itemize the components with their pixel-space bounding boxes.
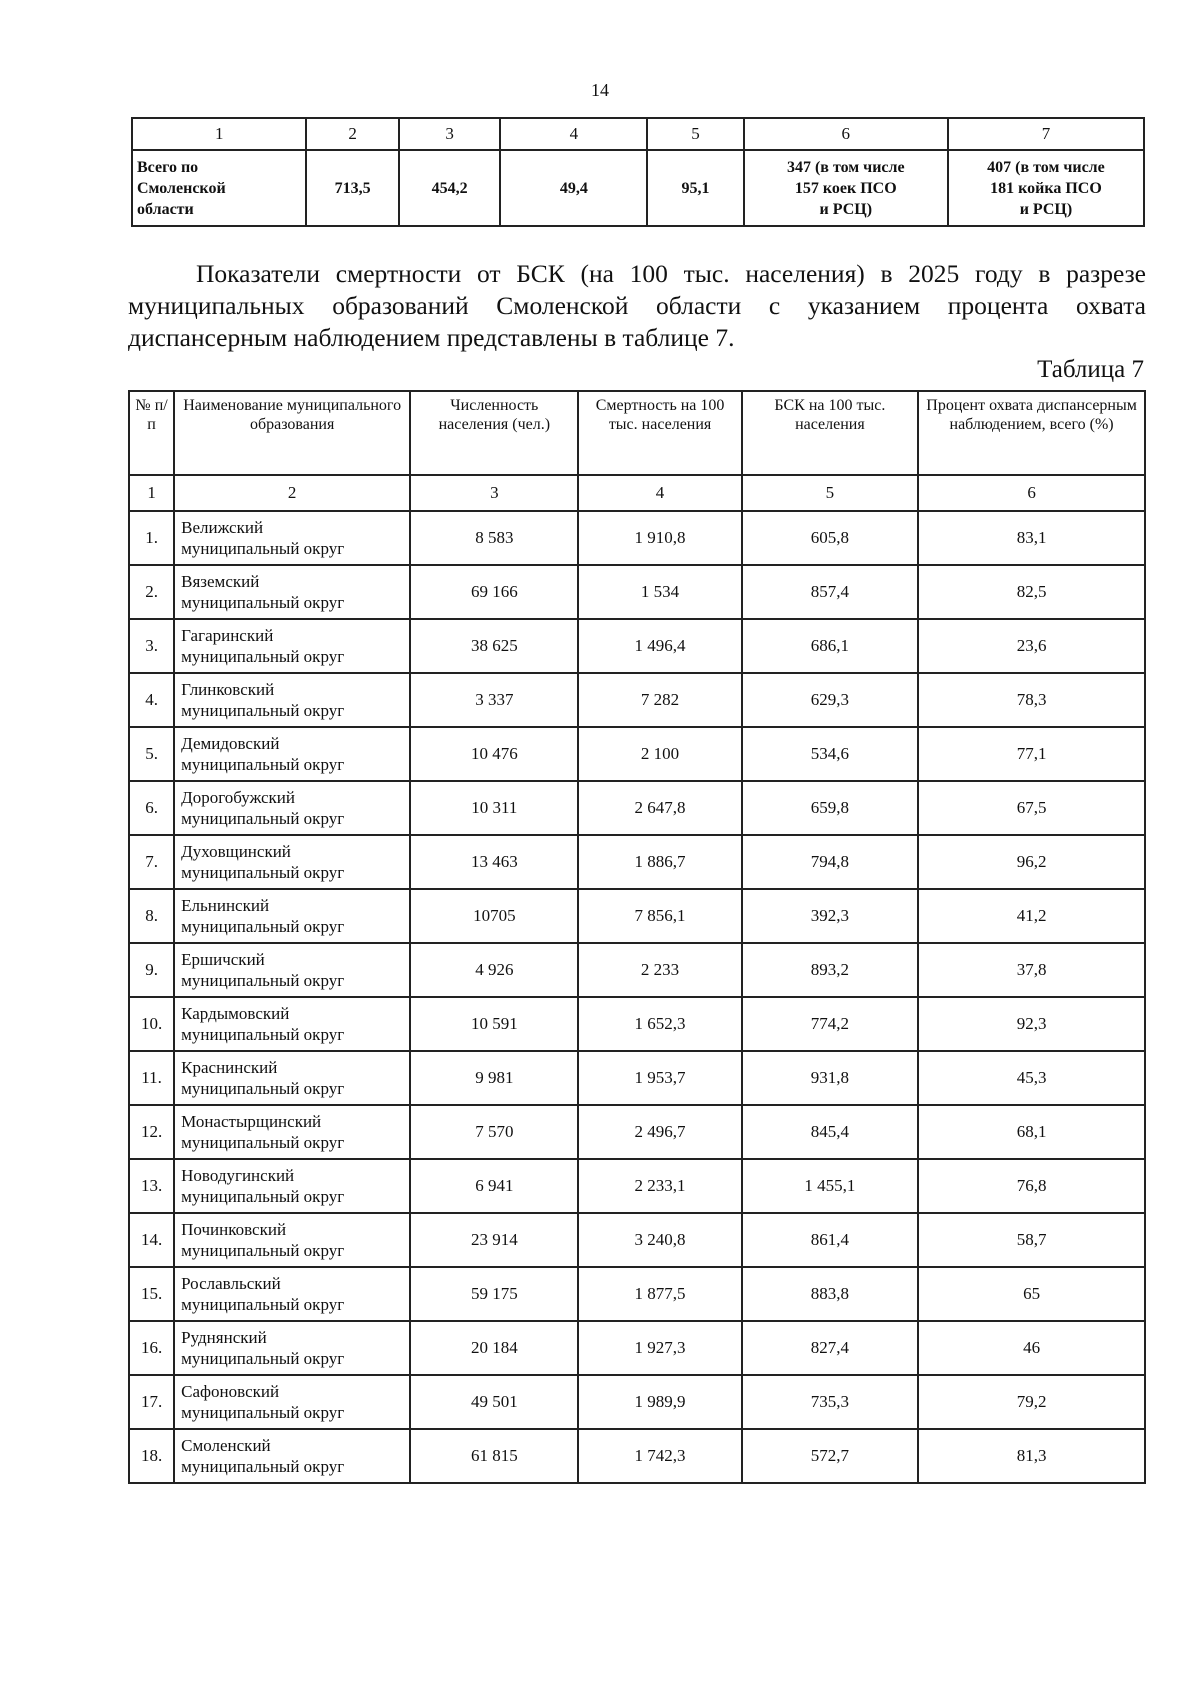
- bsk-cell: 827,4: [742, 1321, 919, 1375]
- municipality-name-line: Руднянский: [181, 1328, 267, 1347]
- row-number: 15.: [129, 1267, 174, 1321]
- column-number: 5: [742, 475, 919, 511]
- municipality-name: [174, 889, 410, 943]
- summary-label-line: Смоленской: [137, 179, 226, 197]
- municipality-name-line: Демидовский: [181, 734, 280, 753]
- coverage-cell: 77,1: [918, 727, 1145, 781]
- column-number: 6: [918, 475, 1145, 511]
- bsk-cell: 659,8: [742, 781, 919, 835]
- mortality-cell: 1 877,5: [578, 1267, 741, 1321]
- summary-table: [131, 117, 1145, 227]
- municipality-name: [174, 835, 410, 889]
- coverage-cell: 45,3: [918, 1051, 1145, 1105]
- summary-cell: 454,2: [399, 150, 501, 226]
- table-row: [129, 1375, 1145, 1429]
- population-cell: 10 476: [410, 727, 578, 781]
- mortality-cell: 1 989,9: [578, 1375, 741, 1429]
- municipality-name-line: муниципальный округ: [181, 1079, 345, 1098]
- bsk-cell: 861,4: [742, 1213, 919, 1267]
- coverage-cell: 68,1: [918, 1105, 1145, 1159]
- paragraph-line: диспансерным наблюдением представлены в таблице 7.: [128, 323, 735, 352]
- row-number: 2.: [129, 565, 174, 619]
- mortality-cell: 2 100: [578, 727, 741, 781]
- municipality-name-line: Ершичский: [181, 950, 265, 969]
- table-row: [129, 1213, 1145, 1267]
- summary-cell-beds-6: [744, 150, 948, 226]
- mortality-cell: 1 927,3: [578, 1321, 741, 1375]
- bsk-cell: 534,6: [742, 727, 919, 781]
- municipality-name: [174, 1105, 410, 1159]
- municipality-name-line: Духовщинский: [181, 842, 291, 861]
- header-number: № п/п: [129, 391, 174, 475]
- bsk-cell: 686,1: [742, 619, 919, 673]
- summary-cell: 49,4: [500, 150, 647, 226]
- population-cell: 6 941: [410, 1159, 578, 1213]
- row-number: 8.: [129, 889, 174, 943]
- table-row: [129, 889, 1145, 943]
- summary-label-line: области: [137, 200, 194, 218]
- coverage-cell: 78,3: [918, 673, 1145, 727]
- row-number: 13.: [129, 1159, 174, 1213]
- row-number: 14.: [129, 1213, 174, 1267]
- header-name: Наименование муниципального образования: [174, 391, 410, 475]
- row-number: 5.: [129, 727, 174, 781]
- population-cell: 13 463: [410, 835, 578, 889]
- bsk-cell: 774,2: [742, 997, 919, 1051]
- mortality-cell: 2 233: [578, 943, 741, 997]
- row-number: 18.: [129, 1429, 174, 1483]
- mortality-cell: 1 742,3: [578, 1429, 741, 1483]
- row-number: 11.: [129, 1051, 174, 1105]
- row-number: 17.: [129, 1375, 174, 1429]
- header-mortality: Смертность на 100 тыс. населения: [578, 391, 741, 475]
- bsk-cell: 605,8: [742, 511, 919, 565]
- summary-column-numbers: [132, 118, 1144, 150]
- population-cell: 61 815: [410, 1429, 578, 1483]
- table-row: [129, 1429, 1145, 1483]
- coverage-cell: 81,3: [918, 1429, 1145, 1483]
- summary-label-line: Всего по: [137, 158, 199, 176]
- page-number: 14: [591, 80, 609, 100]
- bsk-cell: 845,4: [742, 1105, 919, 1159]
- mortality-cell: 1 534: [578, 565, 741, 619]
- coverage-cell: 79,2: [918, 1375, 1145, 1429]
- municipality-name-line: Сафоновский: [181, 1382, 280, 1401]
- municipality-name-line: Глинковский: [181, 680, 275, 699]
- municipality-name-line: Рославльский: [181, 1274, 281, 1293]
- coverage-cell: 82,5: [918, 565, 1145, 619]
- municipality-name-line: муниципальный округ: [181, 1457, 345, 1476]
- summary-cell-line: и РСЦ): [1019, 200, 1073, 218]
- summary-col-number: 2: [306, 118, 398, 150]
- population-cell: 10 591: [410, 997, 578, 1051]
- population-cell: 3 337: [410, 673, 578, 727]
- coverage-cell: 46: [918, 1321, 1145, 1375]
- summary-cell-beds-7: [948, 150, 1144, 226]
- population-cell: 9 981: [410, 1051, 578, 1105]
- municipality-name-line: Починковский: [181, 1220, 287, 1239]
- table-row: [129, 1321, 1145, 1375]
- coverage-cell: 65: [918, 1267, 1145, 1321]
- municipality-name-line: муниципальный округ: [181, 1295, 345, 1314]
- municipality-name: [174, 943, 410, 997]
- municipality-name-line: Монастырщинский: [181, 1112, 322, 1131]
- population-cell: 59 175: [410, 1267, 578, 1321]
- municipality-name: [174, 1051, 410, 1105]
- summary-col-number: 4: [500, 118, 647, 150]
- municipality-name: [174, 565, 410, 619]
- population-cell: 4 926: [410, 943, 578, 997]
- coverage-cell: 96,2: [918, 835, 1145, 889]
- population-cell: 7 570: [410, 1105, 578, 1159]
- municipality-name: [174, 1159, 410, 1213]
- municipality-name: [174, 1429, 410, 1483]
- table-row: [129, 835, 1145, 889]
- row-number: 6.: [129, 781, 174, 835]
- municipality-name: [174, 781, 410, 835]
- table-row: [129, 1159, 1145, 1213]
- mortality-cell: 1 886,7: [578, 835, 741, 889]
- municipality-name: [174, 511, 410, 565]
- municipality-name-line: муниципальный округ: [181, 1133, 345, 1152]
- municipality-name-line: Дорогобужский: [181, 788, 296, 807]
- municipality-name-line: муниципальный округ: [181, 647, 345, 666]
- summary-total-row: [132, 150, 1144, 226]
- paragraph-line: муниципальных образований Смоленской области с указанием процента охвата: [128, 291, 1146, 320]
- mortality-cell: 1 910,8: [578, 511, 741, 565]
- table-header-row: [129, 391, 1145, 475]
- bsk-cell: 1 455,1: [742, 1159, 919, 1213]
- summary-col-number: 6: [744, 118, 948, 150]
- row-number: 9.: [129, 943, 174, 997]
- municipality-name-line: Гагаринский: [181, 626, 274, 645]
- population-cell: 20 184: [410, 1321, 578, 1375]
- population-cell: 23 914: [410, 1213, 578, 1267]
- bsk-cell: 392,3: [742, 889, 919, 943]
- table-caption: Таблица 7: [1037, 356, 1144, 383]
- summary-cell-line: и РСЦ): [819, 200, 873, 218]
- bsk-cell: 857,4: [742, 565, 919, 619]
- summary-cell-line: 157 коек ПСО: [794, 179, 897, 197]
- municipality-name-line: муниципальный округ: [181, 1025, 345, 1044]
- mortality-cell: 1 953,7: [578, 1051, 741, 1105]
- municipality-name-line: муниципальный округ: [181, 917, 345, 936]
- row-number: 1.: [129, 511, 174, 565]
- column-number: 2: [174, 475, 410, 511]
- header-bsk: БСК на 100 тыс. населения: [742, 391, 919, 475]
- municipality-name-line: муниципальный округ: [181, 755, 345, 774]
- mortality-cell: 2 496,7: [578, 1105, 741, 1159]
- row-number: 12.: [129, 1105, 174, 1159]
- municipality-name-line: муниципальный округ: [181, 1349, 345, 1368]
- summary-col-number: 5: [647, 118, 743, 150]
- summary-col-number: 1: [132, 118, 306, 150]
- header-coverage: Процент охвата диспансерным наблюдением, всего (%): [918, 391, 1145, 475]
- coverage-cell: 23,6: [918, 619, 1145, 673]
- mortality-cell: 7 856,1: [578, 889, 741, 943]
- municipality-name-line: муниципальный округ: [181, 863, 345, 882]
- bsk-cell: 883,8: [742, 1267, 919, 1321]
- municipality-name-line: Ельнинский: [181, 896, 270, 915]
- summary-cell-line: 407 (в том числе: [987, 158, 1105, 176]
- municipality-name-line: муниципальный округ: [181, 809, 345, 828]
- bsk-cell: 735,3: [742, 1375, 919, 1429]
- population-cell: 10705: [410, 889, 578, 943]
- bsk-cell: 572,7: [742, 1429, 919, 1483]
- table-row: [129, 565, 1145, 619]
- mortality-cell: 1 652,3: [578, 997, 741, 1051]
- row-number: 4.: [129, 673, 174, 727]
- municipality-name: [174, 1375, 410, 1429]
- intro-paragraph: [128, 258, 1146, 354]
- summary-cell: 713,5: [306, 150, 398, 226]
- population-cell: 38 625: [410, 619, 578, 673]
- coverage-cell: 41,2: [918, 889, 1145, 943]
- summary-col-number: 7: [948, 118, 1144, 150]
- table-row: [129, 781, 1145, 835]
- municipality-name-line: Краснинский: [181, 1058, 278, 1077]
- table-row: [129, 727, 1145, 781]
- row-number: 16.: [129, 1321, 174, 1375]
- table-row: [129, 997, 1145, 1051]
- municipality-name: [174, 1267, 410, 1321]
- summary-col-number: 3: [399, 118, 501, 150]
- table-row: [129, 1267, 1145, 1321]
- coverage-cell: 76,8: [918, 1159, 1145, 1213]
- summary-cell: 95,1: [647, 150, 743, 226]
- population-cell: 10 311: [410, 781, 578, 835]
- municipality-name-line: Вяземский: [181, 572, 260, 591]
- mortality-cell: 3 240,8: [578, 1213, 741, 1267]
- municipality-name-line: муниципальный округ: [181, 971, 345, 990]
- bsk-cell: 931,8: [742, 1051, 919, 1105]
- summary-label-cell: [132, 150, 306, 226]
- municipality-name-line: Велижский: [181, 518, 264, 537]
- table-row: [129, 511, 1145, 565]
- table-row: [129, 673, 1145, 727]
- municipality-name-line: муниципальный округ: [181, 1403, 345, 1422]
- coverage-cell: 58,7: [918, 1213, 1145, 1267]
- population-cell: 69 166: [410, 565, 578, 619]
- municipality-name-line: Новодугинский: [181, 1166, 295, 1185]
- municipality-name-line: муниципальный округ: [181, 1241, 345, 1260]
- table-row: [129, 1051, 1145, 1105]
- coverage-cell: 83,1: [918, 511, 1145, 565]
- population-cell: 8 583: [410, 511, 578, 565]
- mortality-table: [128, 390, 1146, 1484]
- municipality-name-line: муниципальный округ: [181, 1187, 345, 1206]
- row-number: 10.: [129, 997, 174, 1051]
- bsk-cell: 794,8: [742, 835, 919, 889]
- column-number: 4: [578, 475, 741, 511]
- coverage-cell: 67,5: [918, 781, 1145, 835]
- mortality-cell: 2 233,1: [578, 1159, 741, 1213]
- municipality-name-line: муниципальный округ: [181, 701, 345, 720]
- column-number: 3: [410, 475, 578, 511]
- column-numbers-row: [129, 475, 1145, 511]
- coverage-cell: 92,3: [918, 997, 1145, 1051]
- coverage-cell: 37,8: [918, 943, 1145, 997]
- paragraph-line: Показатели смертности от БСК (на 100 тыс. населения) в 2025 году в разрезе: [196, 259, 1146, 288]
- municipality-name-line: Смоленский: [181, 1436, 271, 1455]
- mortality-cell: 1 496,4: [578, 619, 741, 673]
- municipality-name: [174, 673, 410, 727]
- municipality-name-line: муниципальный округ: [181, 539, 345, 558]
- summary-cell-line: 347 (в том числе: [786, 158, 905, 176]
- column-number: 1: [129, 475, 174, 511]
- mortality-cell: 7 282: [578, 673, 741, 727]
- bsk-cell: 629,3: [742, 673, 919, 727]
- population-cell: 49 501: [410, 1375, 578, 1429]
- header-population: Численность населения (чел.): [410, 391, 578, 475]
- municipality-name-line: муниципальный округ: [181, 593, 345, 612]
- row-number: 3.: [129, 619, 174, 673]
- table-row: [129, 943, 1145, 997]
- bsk-cell: 893,2: [742, 943, 919, 997]
- municipality-name: [174, 727, 410, 781]
- row-number: 7.: [129, 835, 174, 889]
- summary-cell-line: 181 койка ПСО: [990, 179, 1102, 197]
- table-row: [129, 1105, 1145, 1159]
- municipality-name: [174, 619, 410, 673]
- municipality-name: [174, 1213, 410, 1267]
- municipality-name: [174, 1321, 410, 1375]
- municipality-name: [174, 997, 410, 1051]
- table-row: [129, 619, 1145, 673]
- mortality-cell: 2 647,8: [578, 781, 741, 835]
- municipality-name-line: Кардымовский: [181, 1004, 290, 1023]
